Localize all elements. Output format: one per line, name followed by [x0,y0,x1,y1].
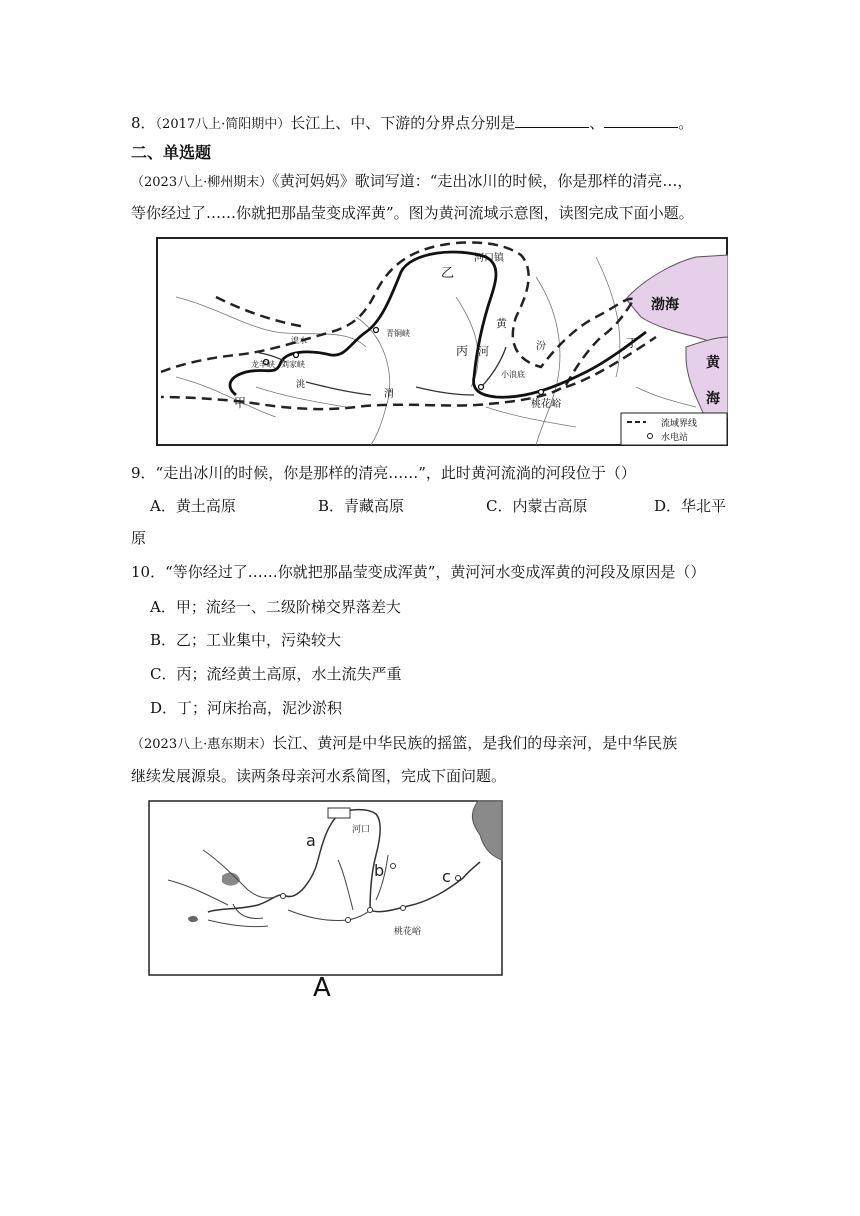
q9-option-a[interactable]: A．黄土高原 [150,497,236,515]
group1-intro-line2: 等你经过了……你就把那晶莹变成浑黄”。图为黄河流域示意图，读图完成下面小题。 [131,204,694,222]
label-tao: 洮 [296,380,306,390]
label-bing: 丙 [456,344,469,358]
map-legend [621,413,727,445]
question-9-stem [131,463,636,483]
q10-option-d[interactable]: D．丁；河床抬高，泥沙淤积 [150,699,343,717]
question-source: （2017八上·简阳期中） [155,117,291,132]
question-number: 9． [131,464,156,482]
group2-intro-line1 [131,733,677,755]
label-liujiaxia: 刘家峡 [281,360,305,369]
question-10-stem [131,562,705,582]
question-number: 8． [131,114,156,132]
group1-source: （2023八上·柳州期末） [131,175,273,190]
label-longyangxia: 龙羊峡 [251,360,275,369]
label-huang: 黄 [496,317,507,330]
label-xiaolangdi: 小浪底 [501,370,525,379]
label-huanghai-1: 黄 [706,355,720,371]
label-qingtongxia: 青铜峡 [386,329,410,338]
section-heading: 二、单选题 [131,143,212,162]
label-a: a [306,831,316,850]
label-bohai: 渤海 [651,297,679,313]
legend-station-label: 水电站 [661,433,689,443]
group1-intro-line1 [131,171,692,193]
label-wei: 渭 [384,389,394,400]
question-text: “等你经过了……你就把那晶莹变成浑黄”，黄河河水变成浑黄的河段及原因是（） [165,563,706,581]
label-hekouzhen: 河口镇 [474,253,504,264]
group1-text-1: 《黄河妈妈》歌词写道：“走出冰川的时候，你是那样的清亮…， [272,172,693,190]
q10-option-b[interactable]: B．乙；工业集中，污染较大 [150,631,342,649]
question-text: 长江上、中、下游的分界点分别是 [290,114,516,132]
q10-option-c[interactable]: C．丙；流经黄土高原，水土流失严重 [150,665,402,683]
label-hekou: 河口 [352,825,371,835]
q9-option-d-wrap: 原 [131,529,147,547]
label-huang-shui: 湟水 [291,336,307,345]
q9-option-d[interactable]: D．华北平 [654,497,727,515]
label-he: 河 [478,345,489,358]
label-ding: 丁 [626,336,639,350]
q9-option-b[interactable]: B．青藏高原 [318,497,405,515]
sentence-end: 。 [678,114,694,132]
label-b: b [374,861,385,880]
label-yi: 乙 [441,266,455,281]
label-jia: 甲 [234,396,247,410]
group2-text-1: 长江、黄河是中华民族的摇篮，是我们的母亲河，是中华民族 [272,734,678,752]
river-system-map [148,800,504,978]
q9-option-c[interactable]: C．内蒙古高原 [486,497,588,515]
blank-separator: 、 [589,114,605,132]
q10-option-a[interactable]: A．甲；流经一、二级阶梯交界落差大 [150,598,401,616]
legend-boundary-label: 流域界线 [661,419,698,429]
label-fen: 汾 [536,341,546,352]
question-number: 10． [131,563,166,581]
question-text: “走出冰川的时候，你是那样的清亮……”，此时黄河流淌的河段位于（） [155,464,636,482]
yellow-river-basin-map [156,237,728,447]
answer-blank-2[interactable] [604,113,678,128]
label-taohuayu: 桃花峪 [394,927,422,937]
label-taohuayu: 桃花峪 [531,399,561,410]
figure-caption: A [313,973,331,1003]
label-huanghai-2: 海 [706,391,720,407]
answer-blank-1[interactable] [515,113,589,128]
label-c: c [442,867,451,886]
group2-source: （2023八上·惠东期末） [131,737,273,752]
group2-intro-line2: 继续发展源泉。读两条母亲河水系简图，完成下面问题。 [131,767,507,785]
question-8 [131,113,693,135]
